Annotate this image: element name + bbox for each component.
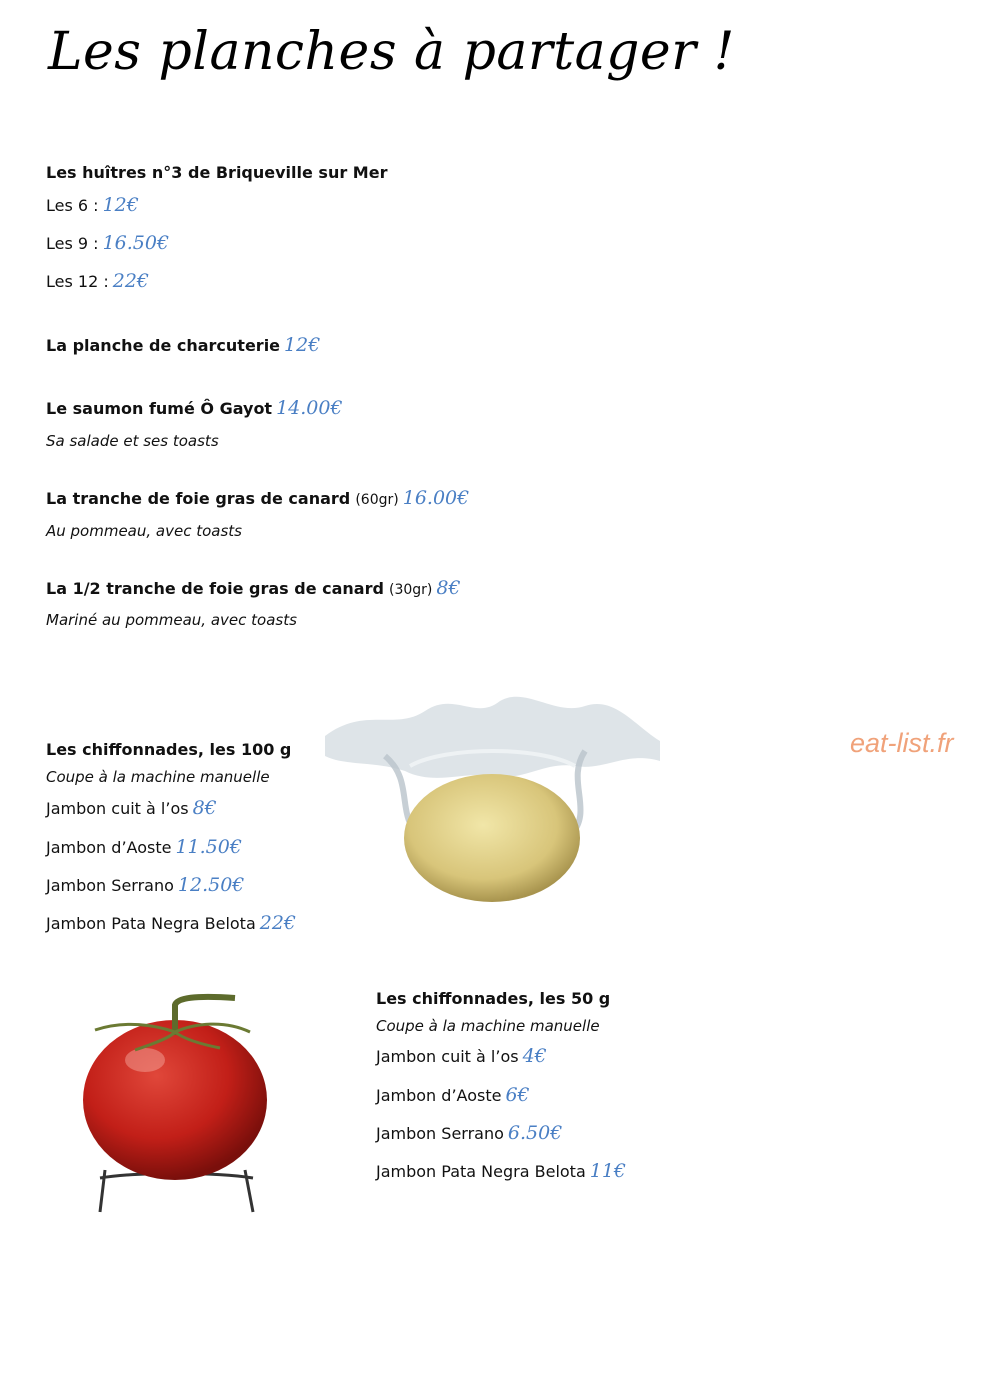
item-price: 22€ [112, 270, 149, 292]
item-label: La 1/2 tranche de foie gras de canard [46, 579, 384, 598]
tomato-image [75, 990, 275, 1215]
page-title: Les planches à partager ! [48, 22, 735, 82]
item-price: 11.50€ [175, 836, 242, 858]
item-label: Jambon d’Aoste [376, 1086, 502, 1105]
item-label: Jambon cuit à l’os [376, 1047, 519, 1066]
list-item [376, 1045, 547, 1067]
item-price: 4€ [522, 1045, 547, 1067]
item-label: La planche de charcuterie [46, 336, 281, 355]
huitres-heading: Les huîtres n°3 de Briqueville sur Mer [46, 163, 388, 182]
item-label: Jambon d’Aoste [46, 838, 172, 857]
item-price: 12€ [102, 194, 139, 216]
item-label: Jambon cuit à l’os [46, 799, 189, 818]
item-label: Jambon Pata Negra Belota [46, 914, 256, 933]
item-price: 16.00€ [402, 487, 470, 509]
list-item [46, 270, 149, 292]
list-item [46, 232, 169, 254]
demi-foie-gras-item [46, 577, 461, 599]
item-note: Coupe à la machine manuelle [376, 1017, 600, 1035]
list-item [46, 797, 217, 819]
list-item [46, 836, 242, 858]
item-label: Les 9 : [46, 234, 99, 253]
saumon-item [46, 397, 343, 419]
list-item [46, 912, 296, 934]
item-note: Coupe à la machine manuelle [46, 768, 270, 786]
item-price: 12.50€ [177, 874, 245, 896]
charcuterie-item [46, 334, 320, 356]
item-weight: (60gr) [355, 492, 399, 508]
list-item [376, 1084, 530, 1106]
item-label: Les 6 : [46, 196, 99, 215]
list-item [46, 874, 244, 896]
item-price: 6€ [505, 1084, 530, 1106]
item-weight: (30gr) [389, 582, 433, 598]
item-note: Sa salade et ses toasts [46, 432, 219, 450]
item-price: 22€ [259, 912, 297, 934]
item-price: 6.50€ [507, 1122, 563, 1144]
item-label: Le saumon fumé Ô Gayot [46, 399, 273, 418]
chiffonnades-100-heading: Les chiffonnades, les 100 g [46, 740, 292, 759]
item-label: Jambon Pata Negra Belota [376, 1162, 586, 1181]
item-label: La tranche de foie gras de canard [46, 489, 351, 508]
potato-splash-image [325, 686, 660, 906]
item-price: 14.00€ [276, 397, 343, 419]
list-item [46, 194, 139, 216]
list-item [376, 1122, 562, 1144]
list-item [376, 1160, 626, 1182]
chiffonnades-50-heading: Les chiffonnades, les 50 g [376, 989, 611, 1008]
item-price: 12€ [284, 334, 321, 356]
item-label: Jambon Serrano [46, 876, 174, 895]
item-label: Les 12 : [46, 272, 109, 291]
item-note: Mariné au pommeau, avec toasts [46, 611, 297, 629]
item-price: 16.50€ [102, 232, 170, 254]
item-price: 8€ [192, 797, 217, 819]
item-price: 11€ [589, 1160, 627, 1182]
foie-gras-item [46, 487, 469, 509]
item-price: 8€ [436, 577, 461, 599]
item-note: Au pommeau, avec toasts [46, 522, 242, 540]
item-label: Jambon Serrano [376, 1124, 504, 1143]
watermark: eat-list.fr [850, 728, 954, 758]
